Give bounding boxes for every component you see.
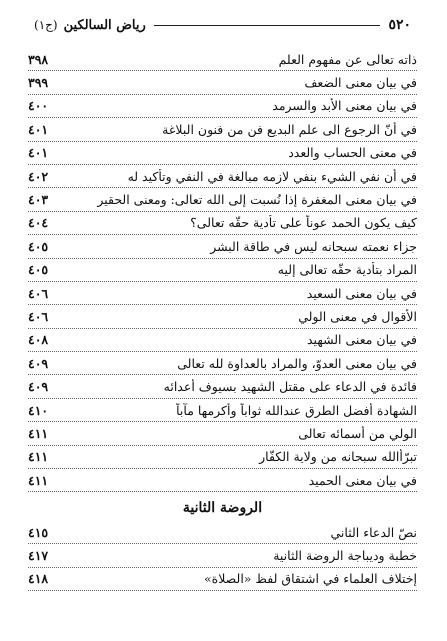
header-page-number: ٥٢٠ [388, 17, 411, 33]
toc-entry-page: ٤٠٢ [28, 168, 49, 184]
toc-entry-title: في بيان معنى الأبد والسرمد [272, 98, 417, 114]
toc-entry-title: في بيان معنى الحميد [308, 472, 417, 488]
toc-entry-page: ٤٠١ [28, 145, 49, 161]
header-volume: (ج١) [34, 18, 58, 32]
toc-entry-page: ٤١١ [28, 472, 49, 488]
toc-entry-page: ٤١١ [28, 425, 49, 441]
toc-entry [28, 118, 417, 141]
toc-entry [28, 259, 417, 282]
toc-entry-title: خطبة وديباجة الروضة الثانية [273, 548, 417, 564]
toc-entry-page: ٤٠٠ [28, 98, 49, 114]
toc-entry-page: ٤٠٨ [28, 332, 49, 348]
toc-entry-title: كيف يكون الحمد عوناً على تأدية حقّه تعالى؟ [190, 215, 417, 231]
toc-entry [28, 469, 417, 492]
toc-entry-title: الولي من أسمائه تعالى [298, 425, 417, 441]
toc-entry [28, 212, 417, 235]
toc-entry-title: في بيان معنى السعيد [306, 285, 417, 301]
toc-entry [28, 71, 417, 94]
toc-entry-page: ٤٠١ [28, 121, 49, 137]
toc-entry [28, 399, 417, 422]
toc-entry-title: المراد بتأدية حقّه تعالى إليه [277, 262, 417, 278]
toc-entry-title: في بيان معنى الشهيد [307, 332, 417, 348]
toc-entry [28, 305, 417, 328]
toc-entry-page: ٤٠٥ [28, 238, 49, 254]
toc-entry [28, 521, 417, 544]
toc-entry [28, 188, 417, 211]
toc-entry-page: ٤١٠ [28, 402, 49, 418]
toc-list [28, 48, 417, 524]
toc-entry-page: ٤٠٣ [28, 192, 49, 208]
toc-entry-title: في أن نفي الشيء بنفي لازمه مبالغة في النفي وتأكيد له [127, 168, 417, 184]
toc-entry [28, 48, 417, 71]
toc-entry-page: ٤٠٩ [28, 379, 49, 395]
toc-entry [28, 568, 417, 591]
toc-entry-title: ذاته تعالى عن مفهوم العلم [278, 51, 417, 67]
toc-entry-page: ٤١٥ [28, 524, 49, 540]
toc-entry-title: الأقوال في معنى الولي [298, 308, 417, 324]
toc-entry [28, 544, 417, 567]
toc-entry [28, 235, 417, 258]
toc-entry [28, 95, 417, 118]
toc-entry [28, 375, 417, 398]
toc-entry [28, 422, 417, 445]
running-header [34, 14, 411, 36]
toc-entry-page: ٣٩٨ [28, 51, 49, 67]
toc-entry-title: في معنى الحساب والعدد [288, 145, 417, 161]
toc-entry [28, 352, 417, 375]
toc-entry-title: في بيان معنى الضعف [304, 75, 417, 91]
section-heading: الروضة الثانية [182, 500, 263, 517]
toc-entry-title: إختلاف العلماء في اشتقاق لفظ «الصلاة» [204, 571, 417, 587]
toc-entry-page: ٤٠٩ [28, 355, 49, 371]
toc-entry-page: ٤٠٤ [28, 215, 49, 231]
toc-entry-title: نصّ الدعاء الثاني [330, 524, 417, 540]
toc-entry [28, 329, 417, 352]
toc-entry-page: ٣٩٩ [28, 75, 49, 91]
toc-entry-title: تبرّأالله سبحانه من ولاية الكفّار [259, 449, 417, 465]
toc-list-second-section [28, 521, 417, 591]
toc-entry-title: جزاء نعمته سبحانه ليس في طاقة البشر [210, 238, 417, 254]
toc-entry-title: في أنّ الرجوع الى علم البديع فن من فنون البلاغة [162, 121, 417, 137]
header-book-title: رياض السالكين [63, 17, 146, 33]
toc-entry-page: ٤١١ [28, 449, 49, 465]
toc-entry-page: ٤١٧ [28, 548, 49, 564]
toc-entry [28, 142, 417, 165]
toc-entry [28, 165, 417, 188]
toc-entry [28, 282, 417, 305]
toc-entry-page: ٤٠٦ [28, 308, 49, 324]
toc-entry-title: في بيان معنى العدوّ، والمراد بالعداوة لله تعالى [177, 355, 417, 371]
toc-entry [28, 446, 417, 469]
toc-entry-page: ٤٠٦ [28, 285, 49, 301]
toc-entry-title: في بيان معنى المغفرة إذا نُسبت إلى الله تعالى: ومعنى الحقير [97, 192, 417, 208]
header-rule [154, 25, 381, 26]
toc-entry-page: ٤٠٥ [28, 262, 49, 278]
toc-entry-title: الشهادة أفضل الطرق عندالله ثواباً وأكرمها مآباً [176, 402, 417, 418]
toc-entry-title: فائدة في الدعاء على مقتل الشهيد بسيوف أعدائه [163, 379, 417, 395]
toc-entry-page: ٤١٨ [28, 571, 49, 587]
